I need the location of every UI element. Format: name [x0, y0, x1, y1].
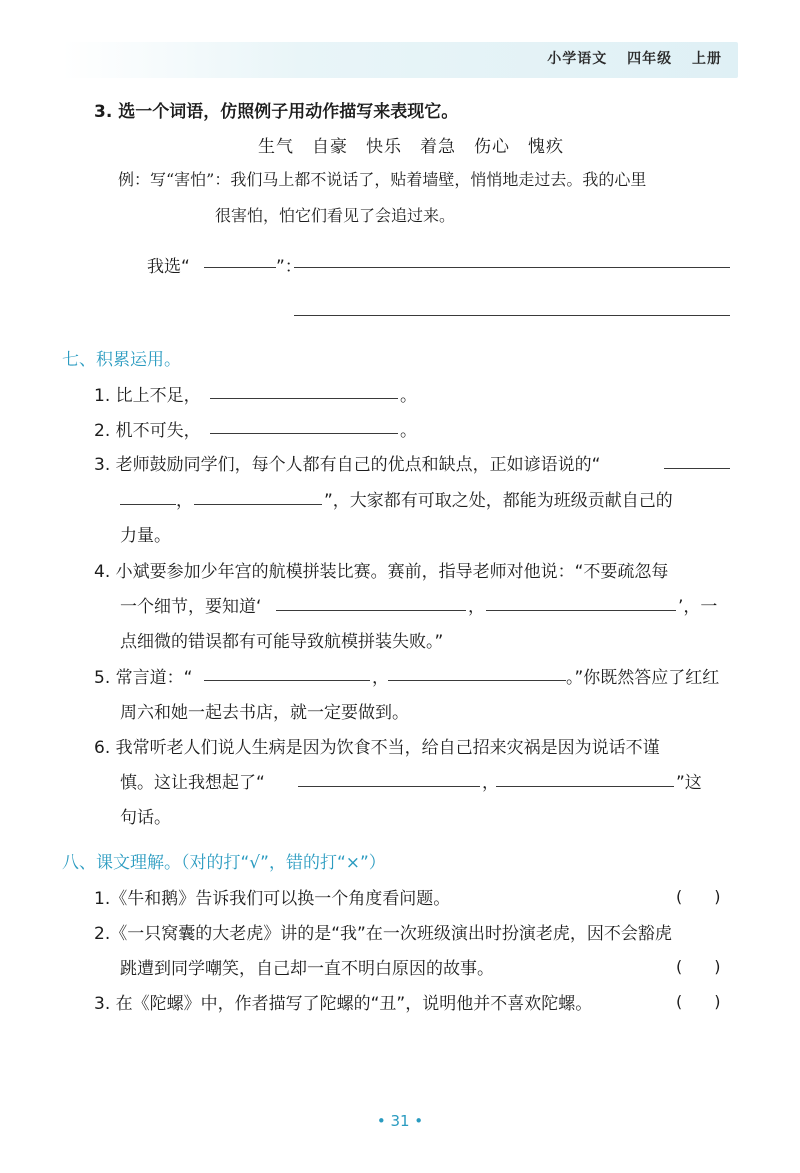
s7-item1-end: 。 [400, 386, 417, 406]
s8-item1: 1.《牛和鹅》告诉我们可以换一个角度看问题。 [94, 889, 451, 909]
s7-item3-line3: 力量。 [120, 526, 171, 546]
s7-item6-blank-b[interactable] [496, 786, 674, 787]
q3-title: 3. 选一个词语，仿照例子用动作描写来表现它。 [94, 102, 459, 122]
s7-item5-blank-b[interactable] [388, 680, 566, 681]
s7-item6-line1: 6. 我常听老人们说人生病是因为饮食不当，给自己招来灾祸是因为说话不谨 [94, 738, 660, 758]
s7-item4-blank-a[interactable] [276, 610, 466, 611]
s7-item1-blank[interactable] [210, 398, 398, 399]
s7-item2-end: 。 [400, 421, 417, 441]
s7-item1: 1. 比上不足， [94, 386, 201, 406]
q3-example-line2: 很害怕，怕它们看见了会追过来。 [215, 206, 456, 225]
s7-item6-comma: ， [482, 773, 499, 793]
s7-item3-blank-a[interactable] [664, 468, 730, 469]
s7-item5-blank-a[interactable] [204, 680, 370, 681]
s7-item3-blank-b[interactable] [120, 504, 176, 505]
q3-answer-line-1[interactable] [294, 267, 730, 268]
s7-item6-line2b: ”这 [676, 773, 702, 793]
s7-item3-line2: ”，大家都有可取之处，都能为班级贡献自己的 [324, 491, 673, 511]
s8-item3-answer-box[interactable]: ( ) [676, 992, 721, 1011]
section7-title: 七、积累运用。 [62, 350, 181, 370]
s7-item4-line3: 点细微的错误都有可能导致航模拼装失败。” [120, 632, 444, 652]
header-volume: 上册 [692, 51, 722, 67]
s8-item2-line2: 跳遭到同学嘲笑，自己却一直不明白原因的故事。 [120, 959, 494, 979]
page-header [533, 48, 722, 68]
q3-answer-line-2[interactable] [294, 315, 730, 316]
s7-item4-line2a: 一个细节，要知道‘ [120, 597, 262, 617]
s7-item3-comma: ， [176, 491, 193, 511]
s7-item3-line1: 3. 老师鼓励同学们，每个人都有自己的优点和缺点，正如谚语说的“ [94, 455, 601, 475]
q3-word-blank[interactable] [204, 267, 276, 268]
s7-item5-comma: ， [372, 668, 389, 688]
s7-item4-line2b: ’，一 [678, 597, 718, 617]
s7-item4-line1: 4. 小斌要参加少年宫的航模拼装比赛。赛前，指导老师对他说：“不要疏忽每 [94, 562, 669, 582]
s7-item4-blank-b[interactable] [486, 610, 676, 611]
s8-item3: 3. 在《陀螺》中，作者描写了陀螺的“丑”，说明他并不喜欢陀螺。 [94, 994, 593, 1014]
q3-choose-suffix: ”： [276, 257, 302, 277]
s7-item2: 2. 机不可失， [94, 421, 201, 441]
section8-title: 八、课文理解。（对的打“√”，错的打“×”） [62, 853, 386, 873]
s7-item5-line1b: 。”你既然答应了红红 [566, 668, 720, 688]
s8-item2-line1: 2.《一只窝囊的大老虎》讲的是“我”在一次班级演出时扮演老虎，因不会豁虎 [94, 924, 672, 944]
header-grade: 四年级 [627, 51, 673, 67]
s7-item6-line3: 句话。 [120, 808, 171, 828]
s7-item6-blank-a[interactable] [298, 786, 480, 787]
s8-item1-answer-box[interactable]: ( ) [676, 887, 721, 906]
q3-choose-prefix: 我选“ [147, 257, 190, 277]
s8-item2-answer-box[interactable]: ( ) [676, 957, 721, 976]
q3-example-line1: 例：写“害怕”：我们马上都不说话了，贴着墙壁，悄悄地走过去。我的心里 [118, 170, 647, 189]
s7-item3-blank-c[interactable] [194, 504, 322, 505]
page-number: • 31 • [376, 1112, 424, 1130]
s7-item6-line2a: 慎。这让我想起了“ [120, 773, 265, 793]
s7-item4-comma: ， [468, 597, 485, 617]
s7-item5-line2: 周六和她一起去书店，就一定要做到。 [120, 703, 409, 723]
header-subject: 小学语文 [547, 51, 608, 67]
s7-item2-blank[interactable] [210, 433, 398, 434]
q3-words: 生气 自豪 快乐 着急 伤心 愧疚 [258, 137, 564, 157]
s7-item5-line1a: 5. 常言道：“ [94, 668, 193, 688]
